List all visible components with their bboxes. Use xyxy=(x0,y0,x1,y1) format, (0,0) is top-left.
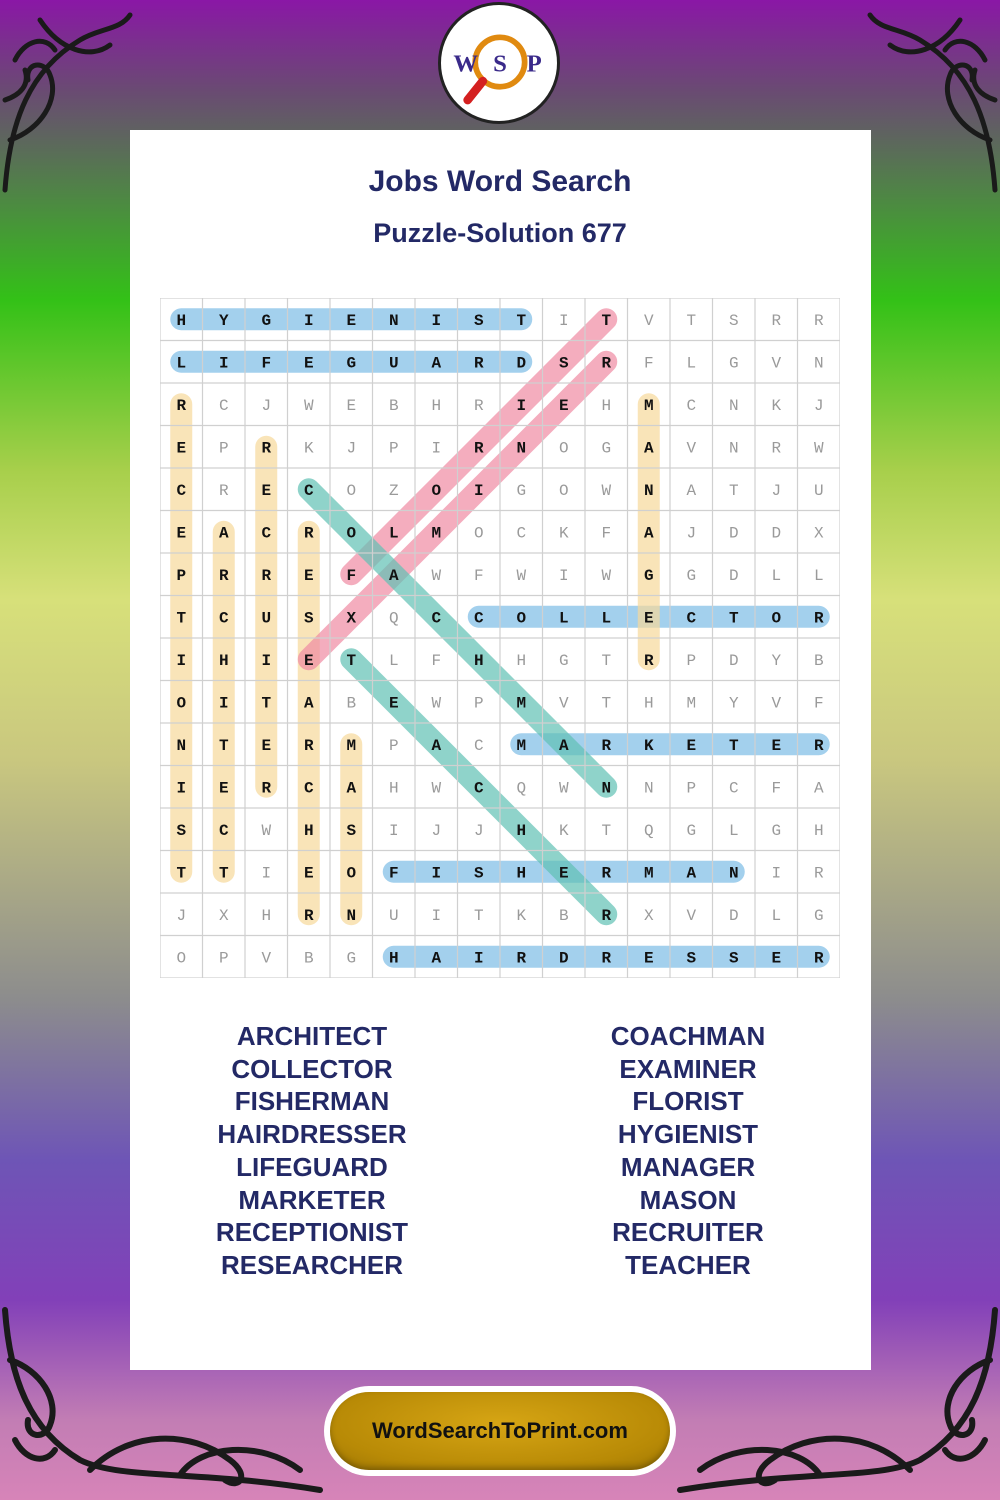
grid-cell-letter[interactable]: R xyxy=(303,524,314,543)
grid-cell-letter[interactable]: H xyxy=(516,651,527,670)
grid-cell-letter[interactable]: Y xyxy=(771,651,782,670)
grid-cell-letter[interactable]: I xyxy=(558,566,569,585)
grid-cell-letter[interactable]: B xyxy=(558,906,569,925)
grid-cell-letter[interactable]: T xyxy=(218,736,229,755)
word-list-item: COLLECTOR xyxy=(231,1053,393,1084)
grid-cell-letter[interactable]: A xyxy=(431,736,442,755)
grid-cell-letter[interactable]: H xyxy=(813,821,824,840)
grid-cell-letter[interactable]: V xyxy=(771,354,782,373)
grid-cell-letter[interactable]: D xyxy=(728,906,739,925)
word-list-item: MASON xyxy=(639,1184,737,1215)
grid-cell-letter[interactable]: V xyxy=(686,906,697,925)
grid-cell-letter[interactable]: G xyxy=(813,906,824,925)
grid-cell-letter[interactable]: H xyxy=(516,821,527,840)
grid-cell-letter[interactable]: S xyxy=(558,354,569,373)
grid-cell-letter[interactable]: E xyxy=(346,396,357,415)
grid-cell-letter[interactable]: B xyxy=(346,694,357,713)
grid-cell-letter[interactable]: P xyxy=(686,779,697,798)
grid-cell-letter[interactable]: R xyxy=(218,566,229,585)
grid-cell-letter[interactable]: T xyxy=(601,651,612,670)
grid-cell-letter[interactable]: L xyxy=(686,354,697,373)
grid-cell-letter[interactable]: K xyxy=(303,439,314,458)
grid-cell-letter[interactable]: R xyxy=(303,736,314,755)
grid-cell-letter[interactable]: A xyxy=(643,524,654,543)
grid-cell-letter[interactable]: C xyxy=(473,779,484,798)
grid-cell-letter[interactable]: I xyxy=(431,864,442,883)
grid-cell-letter[interactable]: A xyxy=(686,481,697,500)
grid-cell-letter[interactable]: F xyxy=(431,651,442,670)
grid-cell-letter[interactable]: G xyxy=(686,821,697,840)
grid-cell-letter[interactable]: R xyxy=(813,311,824,330)
grid-cell-letter[interactable]: E xyxy=(303,354,314,373)
grid-cell-letter[interactable]: T xyxy=(601,311,612,330)
grid-cell-letter[interactable]: I xyxy=(431,311,442,330)
grid-cell-letter[interactable]: E xyxy=(303,566,314,585)
grid-cell-letter[interactable]: N xyxy=(728,396,739,415)
grid-cell-letter[interactable]: V xyxy=(643,311,654,330)
grid-cell-letter[interactable]: T xyxy=(261,694,272,713)
grid-cell-letter[interactable]: L xyxy=(388,651,399,670)
grid-cell-letter[interactable]: N xyxy=(346,906,357,925)
grid-cell-letter[interactable]: V xyxy=(686,439,697,458)
grid-cell-letter[interactable]: R xyxy=(261,779,272,798)
grid-cell-letter[interactable]: H xyxy=(176,311,187,330)
grid-cell-letter[interactable]: I xyxy=(218,354,229,373)
grid-cell-letter[interactable]: N xyxy=(643,481,654,500)
grid-cell-letter[interactable]: X xyxy=(218,906,229,925)
grid-cell-letter[interactable]: R xyxy=(643,651,654,670)
grid-cell-letter[interactable]: O xyxy=(346,864,357,883)
grid-cell-letter[interactable]: E xyxy=(643,609,654,628)
grid-cell-letter[interactable]: I xyxy=(261,864,272,883)
grid-cell-letter[interactable]: P xyxy=(218,949,229,968)
grid-cell-letter[interactable]: I xyxy=(303,311,314,330)
grid-cell-letter[interactable]: T xyxy=(473,906,484,925)
grid-cell-letter[interactable]: H xyxy=(218,651,229,670)
grid-cell-letter[interactable]: N xyxy=(813,354,824,373)
grid-cell-letter[interactable]: J xyxy=(473,821,484,840)
wsp-logo[interactable] xyxy=(438,2,560,124)
grid-cell-letter[interactable]: F xyxy=(346,566,357,585)
grid-cell-letter[interactable]: A xyxy=(643,439,654,458)
grid-cell-letter[interactable]: G xyxy=(516,481,527,500)
grid-cell-letter[interactable]: K xyxy=(516,906,527,925)
grid-cell-letter[interactable]: O xyxy=(516,609,527,628)
word-list-right xyxy=(538,1020,838,1282)
grid-cell-letter[interactable]: E xyxy=(558,396,569,415)
grid-cell-letter[interactable]: N xyxy=(643,779,654,798)
grid-cell-letter[interactable]: L xyxy=(771,566,782,585)
grid-cell-letter[interactable]: M xyxy=(516,736,527,755)
grid-cell-letter[interactable]: S xyxy=(686,949,697,968)
grid-cell-letter[interactable]: G xyxy=(558,651,569,670)
grid-cell-letter[interactable]: W xyxy=(813,439,824,458)
grid-cell-letter[interactable]: I xyxy=(516,396,527,415)
grid-cell-letter[interactable]: C xyxy=(218,396,229,415)
grid-cell-letter[interactable]: M xyxy=(643,396,654,415)
grid-cell-letter[interactable]: W xyxy=(516,566,527,585)
grid-cell-letter[interactable]: D xyxy=(728,524,739,543)
grid-cell-letter[interactable]: U xyxy=(261,609,272,628)
grid-cell-letter[interactable]: B xyxy=(813,651,824,670)
grid-cell-letter[interactable]: R xyxy=(516,949,527,968)
grid-cell-letter[interactable]: R xyxy=(771,311,782,330)
grid-cell-letter[interactable]: E xyxy=(176,439,187,458)
grid-cell-letter[interactable]: G xyxy=(771,821,782,840)
grid-cell-letter[interactable]: J xyxy=(771,481,782,500)
grid-cell-letter[interactable]: R xyxy=(813,609,824,628)
grid-cell-letter[interactable]: J xyxy=(346,439,357,458)
grid-cell-letter[interactable]: O xyxy=(346,524,357,543)
grid-cell-letter[interactable]: Y xyxy=(728,694,739,713)
grid-cell-letter[interactable]: T xyxy=(728,481,739,500)
grid-cell-letter[interactable]: O xyxy=(771,609,782,628)
grid-cell-letter[interactable]: P xyxy=(176,566,187,585)
grid-cell-letter[interactable]: G xyxy=(261,311,272,330)
grid-cell-letter[interactable]: O xyxy=(431,481,442,500)
grid-cell-letter[interactable]: T xyxy=(728,609,739,628)
logo-letter-w: W xyxy=(453,50,479,78)
grid-cell-letter[interactable]: D xyxy=(728,566,739,585)
word-search-grid[interactable] xyxy=(160,298,840,978)
grid-cell-letter[interactable]: C xyxy=(473,609,484,628)
grid-cell-letter[interactable]: W xyxy=(261,821,272,840)
grid-cell-letter[interactable]: U xyxy=(813,481,824,500)
grid-cell-letter[interactable]: C xyxy=(431,609,442,628)
grid-cell-letter[interactable]: P xyxy=(218,439,229,458)
grid-cell-letter[interactable]: L xyxy=(558,609,569,628)
word-list-item: EXAMINER xyxy=(619,1053,757,1084)
word-list-item: FISHERMAN xyxy=(234,1086,390,1117)
grid-cell-letter[interactable]: A xyxy=(558,736,569,755)
grid-cell-letter[interactable]: D xyxy=(728,651,739,670)
grid-cell-letter[interactable]: H xyxy=(303,821,314,840)
grid-cell-letter[interactable]: I xyxy=(473,949,484,968)
grid-cell-letter[interactable]: R xyxy=(473,354,484,373)
grid-cell-letter[interactable]: T xyxy=(728,736,739,755)
grid-cell-letter[interactable]: S xyxy=(346,821,357,840)
grid-cell-letter[interactable]: C xyxy=(303,779,314,798)
grid-cell-letter[interactable]: B xyxy=(303,949,314,968)
grid-cell-letter[interactable]: X xyxy=(346,609,357,628)
grid-cell-letter[interactable]: X xyxy=(813,524,824,543)
grid-cell-letter[interactable]: R xyxy=(261,566,272,585)
grid-cell-letter[interactable]: A xyxy=(431,949,442,968)
grid-cell-letter[interactable]: A xyxy=(686,864,697,883)
grid-cell-letter[interactable]: O xyxy=(558,481,569,500)
grid-cell-letter[interactable]: T xyxy=(516,311,527,330)
grid-cell-letter[interactable]: N xyxy=(176,736,187,755)
grid-cell-letter[interactable]: K xyxy=(643,736,654,755)
grid-cell-letter[interactable]: B xyxy=(388,396,399,415)
grid-cell-letter[interactable]: P xyxy=(473,694,484,713)
grid-cell-letter[interactable]: T xyxy=(346,651,357,670)
grid-cell-letter[interactable]: A xyxy=(218,524,229,543)
grid-cell-letter[interactable]: H xyxy=(643,694,654,713)
grid-cell-letter[interactable]: E xyxy=(643,949,654,968)
grid-cell-letter[interactable]: R xyxy=(218,481,229,500)
grid-cell-letter[interactable]: V xyxy=(771,694,782,713)
grid-cell-letter[interactable]: F xyxy=(813,694,824,713)
grid-cell-letter[interactable]: C xyxy=(218,821,229,840)
grid-cell-letter[interactable]: R xyxy=(473,439,484,458)
grid-cell-letter[interactable]: F xyxy=(601,524,612,543)
puzzle-title: Jobs Word Search xyxy=(368,165,632,198)
grid-cell-letter[interactable]: L xyxy=(728,821,739,840)
grid-cell-letter[interactable]: C xyxy=(176,481,187,500)
grid-cell-letter[interactable]: Q xyxy=(388,609,399,628)
grid-cell-letter[interactable]: J xyxy=(431,821,442,840)
grid-cell-letter[interactable]: H xyxy=(431,396,442,415)
grid-cell-letter[interactable]: A xyxy=(431,354,442,373)
grid-cell-letter[interactable]: G xyxy=(686,566,697,585)
grid-cell-letter[interactable]: W xyxy=(431,566,442,585)
word-list-item: ARCHITECT xyxy=(236,1021,388,1051)
grid-cell-letter[interactable]: C xyxy=(473,736,484,755)
grid-cell-letter[interactable]: X xyxy=(643,906,654,925)
grid-cell-letter[interactable]: Y xyxy=(218,311,229,330)
grid-cell-letter[interactable]: N xyxy=(601,779,612,798)
grid-cell-letter[interactable]: H xyxy=(388,779,399,798)
grid-cell-letter[interactable]: I xyxy=(431,906,442,925)
grid-cell-letter[interactable]: I xyxy=(558,311,569,330)
grid-cell-letter[interactable]: S xyxy=(473,311,484,330)
grid-cell-letter[interactable]: W xyxy=(601,566,612,585)
grid-cell-letter[interactable]: E xyxy=(771,949,782,968)
grid-cell-letter[interactable]: G xyxy=(728,354,739,373)
grid-cell-letter[interactable]: O xyxy=(176,694,187,713)
grid-cell-letter[interactable]: T xyxy=(218,864,229,883)
grid-cell-letter[interactable]: F xyxy=(261,354,272,373)
grid-cell-letter[interactable]: I xyxy=(176,651,187,670)
grid-cell-letter[interactable]: E xyxy=(388,694,399,713)
grid-cell-letter[interactable]: M xyxy=(346,736,357,755)
grid-cell-letter[interactable]: G xyxy=(346,949,357,968)
grid-cell-letter[interactable]: P xyxy=(388,736,399,755)
grid-cell-letter[interactable]: O xyxy=(346,481,357,500)
grid-cell-letter[interactable]: V xyxy=(261,949,272,968)
grid-cell-letter[interactable]: L xyxy=(771,906,782,925)
grid-cell-letter[interactable]: K xyxy=(558,821,569,840)
grid-cell-letter[interactable]: E xyxy=(558,864,569,883)
grid-cell-letter[interactable]: D xyxy=(516,354,527,373)
grid-cell-letter[interactable]: W xyxy=(303,396,314,415)
grid-cell-letter[interactable]: Q xyxy=(643,821,654,840)
grid-cell-letter[interactable]: T xyxy=(686,311,697,330)
grid-cell-letter[interactable]: Z xyxy=(388,481,399,500)
grid-cell-letter[interactable]: J xyxy=(813,396,824,415)
grid-cell-letter[interactable]: K xyxy=(558,524,569,543)
grid-cell-letter[interactable]: R xyxy=(261,439,272,458)
grid-cell-letter[interactable]: F xyxy=(771,779,782,798)
grid-cell-letter[interactable]: H xyxy=(261,906,272,925)
grid-cell-letter[interactable]: O xyxy=(473,524,484,543)
grid-cell-letter[interactable]: R xyxy=(601,736,612,755)
grid-cell-letter[interactable]: M xyxy=(431,524,442,543)
grid-cell-letter[interactable]: H xyxy=(473,651,484,670)
grid-cell-letter[interactable]: C xyxy=(516,524,527,543)
grid-cell-letter[interactable]: P xyxy=(388,439,399,458)
grid-cell-letter[interactable]: C xyxy=(218,609,229,628)
grid-cell-letter[interactable]: C xyxy=(303,481,314,500)
grid-cell-letter[interactable]: R xyxy=(813,736,824,755)
word-list-item: TEACHER xyxy=(625,1249,751,1280)
word-list-item: MANAGER xyxy=(620,1151,756,1182)
grid-cell-letter[interactable]: E xyxy=(176,524,187,543)
grid-cell-letter[interactable]: J xyxy=(686,524,697,543)
logo-letter-p: P xyxy=(526,50,542,78)
grid-cell-letter[interactable]: I xyxy=(771,864,782,883)
footer-pill[interactable] xyxy=(324,1386,676,1476)
grid-cell-letter[interactable]: L xyxy=(813,566,824,585)
word-list-item: RECRUITER xyxy=(612,1217,764,1248)
grid-cell-letter[interactable]: W xyxy=(558,779,569,798)
grid-cell-letter[interactable]: W xyxy=(431,779,442,798)
grid-cell-letter[interactable]: D xyxy=(558,949,569,968)
grid-cell-letter[interactable]: N xyxy=(728,439,739,458)
grid-cell-letter[interactable]: F xyxy=(388,864,399,883)
grid-cell-letter[interactable]: I xyxy=(431,439,442,458)
grid-cell-letter[interactable]: C xyxy=(686,609,697,628)
grid-cell-letter[interactable]: F xyxy=(643,354,654,373)
grid-cell-letter[interactable]: N xyxy=(516,439,527,458)
grid-cell-letter[interactable]: S xyxy=(728,311,739,330)
puzzle-subtitle: Puzzle-Solution 677 xyxy=(373,218,627,248)
logo-letter-s: S xyxy=(493,50,507,78)
grid-cell-letter[interactable]: A xyxy=(813,779,824,798)
grid-cell-letter[interactable]: L xyxy=(601,609,612,628)
grid-cell-letter[interactable]: T xyxy=(601,821,612,840)
grid-cell-letter[interactable]: O xyxy=(176,949,187,968)
word-list-item: RESEARCHER xyxy=(220,1249,404,1280)
grid-cell-letter[interactable]: E xyxy=(686,736,697,755)
grid-cell-letter[interactable]: A xyxy=(303,694,314,713)
grid-cell-letter[interactable]: A xyxy=(388,566,399,585)
grid-cell-letter[interactable]: E xyxy=(771,736,782,755)
grid-cell-letter[interactable]: T xyxy=(176,864,187,883)
word-list-item: HAIRDRESSER xyxy=(217,1119,407,1150)
grid-cell-letter[interactable]: G xyxy=(601,439,612,458)
grid-cell-letter[interactable]: Q xyxy=(516,779,527,798)
grid-cell-letter[interactable]: H xyxy=(516,864,527,883)
grid-cell-letter[interactable]: G xyxy=(346,354,357,373)
website-link-button[interactable]: WordSearchToPrint.com xyxy=(330,1392,670,1470)
word-list-item: COACHMAN xyxy=(610,1021,766,1051)
grid-cell-letter[interactable]: R xyxy=(813,949,824,968)
grid-cell-letter[interactable]: I xyxy=(218,694,229,713)
grid-cell-letter[interactable]: W xyxy=(601,481,612,500)
grid-cell-letter[interactable]: R xyxy=(473,396,484,415)
grid-cell-letter[interactable]: A xyxy=(346,779,357,798)
grid-cell-letter[interactable]: W xyxy=(431,694,442,713)
word-list-left xyxy=(162,1020,462,1282)
grid-cell-letter[interactable]: R xyxy=(601,949,612,968)
grid-cell-letter[interactable]: H xyxy=(388,949,399,968)
grid-cell-letter[interactable]: S xyxy=(473,864,484,883)
grid-cell-letter[interactable]: M xyxy=(516,694,527,713)
grid-cell-letter[interactable]: C xyxy=(686,396,697,415)
grid-cell-letter[interactable]: I xyxy=(261,651,272,670)
grid-cell-letter[interactable]: L xyxy=(388,524,399,543)
grid-cell-letter[interactable]: M xyxy=(643,864,654,883)
grid-cell-letter[interactable]: M xyxy=(686,694,697,713)
grid-cell-letter[interactable]: R xyxy=(771,439,782,458)
grid-cell-letter[interactable]: J xyxy=(176,906,187,925)
grid-cell-letter[interactable]: S xyxy=(303,609,314,628)
grid-cell-letter[interactable]: C xyxy=(728,779,739,798)
grid-cell-letter[interactable]: E xyxy=(261,481,272,500)
grid-cell-letter[interactable]: H xyxy=(601,396,612,415)
grid-cell-letter[interactable]: R xyxy=(176,396,187,415)
grid-cell-letter[interactable]: R xyxy=(601,906,612,925)
grid-cell-letter[interactable]: L xyxy=(176,354,187,373)
grid-cell-letter[interactable]: U xyxy=(388,906,399,925)
grid-cell-letter[interactable]: K xyxy=(771,396,782,415)
grid-cell-letter[interactable]: D xyxy=(771,524,782,543)
grid-cell-letter[interactable]: E xyxy=(346,311,357,330)
word-list-item: LIFEGUARD xyxy=(236,1151,388,1182)
word-list-item: HYGIENIST xyxy=(617,1119,759,1150)
word-list-item: FLORIST xyxy=(632,1086,744,1117)
grid-cell-letter[interactable]: V xyxy=(558,694,569,713)
grid-cell-letter[interactable]: U xyxy=(388,354,399,373)
grid-cell-letter[interactable]: R xyxy=(601,354,612,373)
grid-cell-letter[interactable]: T xyxy=(176,609,187,628)
word-list-item: MARKETER xyxy=(238,1184,386,1215)
grid-cell-letter[interactable]: P xyxy=(686,651,697,670)
grid-cell-letter[interactable]: G xyxy=(643,566,654,585)
grid-cell-letter[interactable]: O xyxy=(558,439,569,458)
grid-cell-letter[interactable]: I xyxy=(473,481,484,500)
grid-cell-letter[interactable]: N xyxy=(728,864,739,883)
grid-cell-letter[interactable]: E xyxy=(303,651,314,670)
grid-cell-letter[interactable]: J xyxy=(261,396,272,415)
grid-cell-letter[interactable]: T xyxy=(601,694,612,713)
grid-cell-letter[interactable]: E xyxy=(303,864,314,883)
grid-cell-letter[interactable]: R xyxy=(813,864,824,883)
grid-cell-letter[interactable]: N xyxy=(388,311,399,330)
grid-cell-letter[interactable]: S xyxy=(176,821,187,840)
word-list-item: RECEPTIONIST xyxy=(215,1217,409,1248)
grid-cell-letter[interactable]: I xyxy=(176,779,187,798)
grid-cell-letter[interactable]: S xyxy=(728,949,739,968)
grid-cell-letter[interactable]: R xyxy=(601,864,612,883)
grid-cell-letter[interactable]: I xyxy=(388,821,399,840)
grid-cell-letter[interactable]: E xyxy=(261,736,272,755)
grid-cell-letter[interactable]: R xyxy=(303,906,314,925)
grid-cell-letter[interactable]: E xyxy=(218,779,229,798)
grid-cell-letter[interactable]: F xyxy=(473,566,484,585)
grid-cell-letter[interactable]: C xyxy=(261,524,272,543)
